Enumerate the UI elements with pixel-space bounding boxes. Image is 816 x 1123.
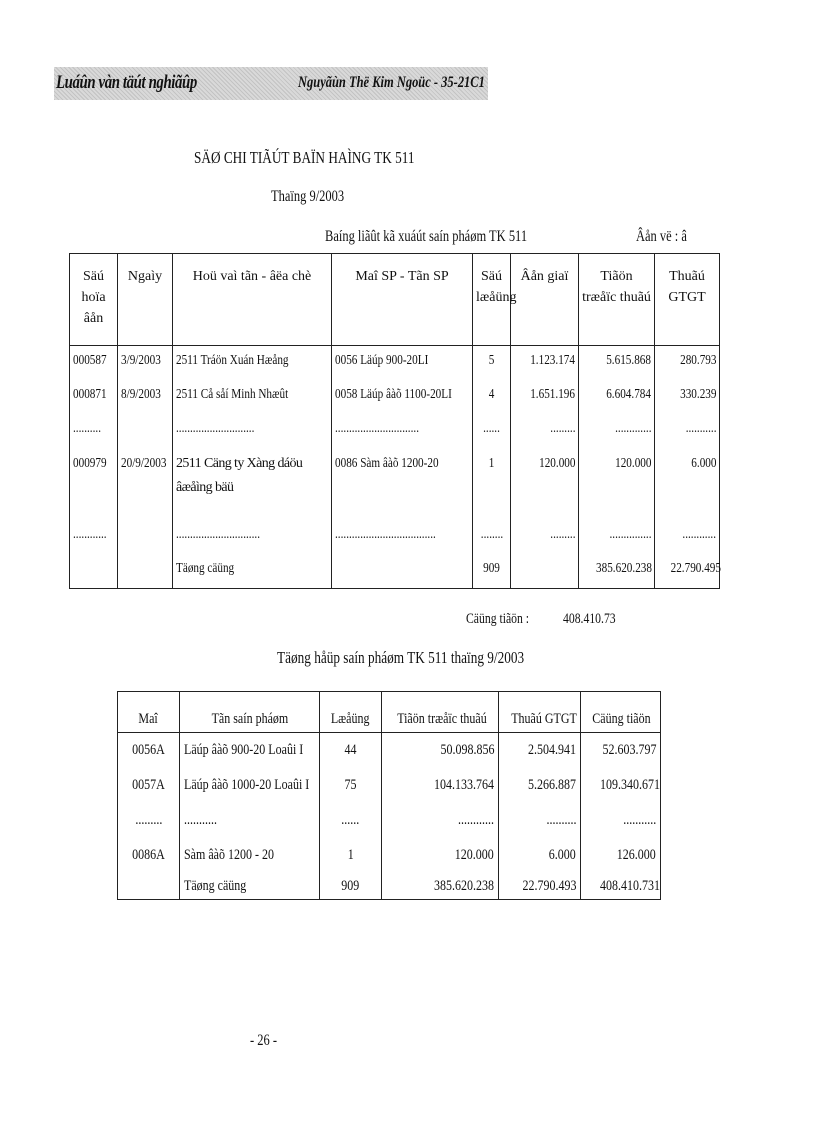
vat-cell: 6.000 — [549, 847, 576, 863]
currency-unit: Âån vë : â — [636, 228, 687, 245]
pre-tax-cell: ............ — [458, 812, 494, 828]
col-header-pre-tax: Tiãön træåïc thuãú — [397, 711, 487, 727]
product-cell: .............................. — [335, 421, 419, 436]
total-cell: 109.340.671 — [600, 777, 660, 793]
summary-row-ellipsis — [118, 803, 661, 838]
pre-tax-cell: 120.000 — [614, 456, 651, 471]
pre-tax-cell: 5.615.868 — [606, 353, 651, 368]
vat-cell: 6.000 — [690, 456, 716, 471]
summary-row — [118, 768, 661, 803]
total-pre-tax: 385.620.238 — [596, 561, 652, 576]
document-month: Thaïng 9/2003 — [271, 188, 345, 205]
total-vat: 22.790.495 — [670, 561, 721, 576]
summary-title: Täøng håüp saín pháøm TK 511 thaïng 9/2003 — [277, 648, 525, 667]
col-header-date: Ngaìy — [118, 254, 173, 346]
total-cell: 126.000 — [617, 847, 656, 863]
qty-cell: ...... — [483, 421, 500, 436]
unit-price-cell: ......... — [549, 421, 575, 436]
grand-total-label: Cäüng tiãön : — [466, 611, 530, 627]
col-header-vat: Thuãú GTGT — [511, 711, 577, 727]
thesis-header-title: Luáûn vàn täút nghiãûp — [56, 72, 197, 93]
page-number: - 26 - — [250, 1032, 278, 1049]
document-title: SÄØ CHI TIÃÚT BAÏN HAÌNG TK 511 — [194, 148, 415, 167]
table-row — [70, 380, 720, 414]
total-qty: 909 — [341, 877, 360, 894]
sales-detail-table — [69, 253, 720, 589]
pre-tax-cell: 6.604.784 — [606, 387, 651, 402]
col-header-product-name: Tãn saín pháøm — [211, 711, 288, 727]
col-header-quantity: Læåüng — [331, 711, 370, 727]
invoice-cell: .......... — [73, 421, 101, 436]
total-qty: 909 — [483, 561, 500, 576]
product-cell: 0086 Sàm âàõ 1200-20 — [335, 456, 439, 471]
grand-total-value: 408.410.73 — [563, 611, 616, 627]
col-header-total: Cäüng tiãön — [592, 711, 651, 727]
qty-cell: 1 — [347, 847, 354, 863]
total-label: Täøng cäüng — [184, 877, 247, 894]
vat-cell: .......... — [546, 812, 576, 828]
col-header-qty: Säú læåüng — [473, 254, 511, 346]
name-cell: Läúp âàõ 900-20 Loaûi I — [184, 742, 304, 758]
date-cell: 3/9/2003 — [121, 353, 161, 368]
col-header-unit-price: Âån giaï — [511, 254, 579, 346]
product-cell: 0056 Läúp 900-20LI — [335, 353, 429, 368]
code-cell: 0056A — [132, 742, 165, 758]
unit-price-cell: 1.651.196 — [530, 387, 575, 402]
qty-cell: ...... — [341, 812, 360, 828]
pre-tax-cell: 120.000 — [455, 847, 494, 863]
total-label: Täøng cäüng — [176, 561, 235, 576]
customer-cell: .............................. — [176, 527, 260, 542]
table-row-ellipsis — [70, 520, 720, 554]
vat-cell: ............ — [682, 527, 716, 542]
customer-cell: ............................ — [176, 421, 255, 436]
table-row — [70, 346, 720, 381]
vat-cell: 2.504.941 — [528, 742, 576, 758]
product-summary-table — [117, 691, 661, 900]
customer-cell: 2511 Cå såí Minh Nhæût — [176, 387, 289, 402]
pre-tax-cell: 104.133.764 — [434, 777, 494, 793]
vat-cell: 5.266.887 — [528, 777, 576, 793]
vat-cell: 280.793 — [679, 353, 716, 368]
date-cell: 8/9/2003 — [121, 387, 161, 402]
name-cell: Läúp âàõ 1000-20 Loaûi I — [184, 777, 310, 793]
qty-cell: 1 — [488, 456, 495, 471]
col-header-vat: Thuãú GTGT — [655, 254, 720, 346]
vat-cell: ........... — [685, 421, 716, 436]
name-cell: Sàm âàõ 1200 - 20 — [184, 847, 274, 863]
product-cell: 0058 Läúp âàõ 1100-20LI — [335, 387, 452, 402]
summary-header-row — [118, 692, 661, 733]
code-cell: 0057A — [132, 777, 165, 793]
total-pre-tax: 385.620.238 — [434, 877, 494, 894]
code-cell: 0086A — [132, 847, 165, 863]
col-header-code: Maî — [138, 711, 159, 727]
invoice-cell: 000871 — [73, 387, 107, 402]
qty-cell: 75 — [344, 777, 357, 793]
table-total-row — [70, 554, 720, 589]
invoice-cell: 000587 — [73, 353, 107, 368]
qty-cell: 4 — [488, 387, 495, 402]
col-header-customer: Hoü vaì tãn - âëa chè — [173, 254, 332, 346]
pre-tax-cell: ............. — [614, 421, 651, 436]
code-cell: ......... — [135, 812, 162, 828]
vat-cell: 330.239 — [679, 387, 716, 402]
col-header-pre-tax: Tiãön træåïc thuãú — [579, 254, 655, 346]
total-cell: ........... — [623, 812, 656, 828]
summary-total-row — [118, 873, 661, 900]
pre-tax-cell: 50.098.856 — [440, 742, 494, 758]
qty-cell: ........ — [480, 527, 503, 542]
name-cell: ........... — [184, 812, 217, 828]
author-header: Nguyãùn Thë Kim Ngoüc - 35-21C1 — [298, 74, 485, 91]
pre-tax-cell: ............... — [609, 527, 651, 542]
qty-cell: 5 — [488, 353, 495, 368]
total-vat: 22.790.493 — [522, 877, 576, 894]
detail-subheading: Baíng liãût kã xuáút saín pháøm TK 511 — [325, 228, 528, 245]
invoice-cell: 000979 — [73, 456, 107, 471]
summary-row — [118, 733, 661, 769]
col-header-product: Maî SP - Tãn SP — [332, 254, 473, 346]
summary-row — [118, 838, 661, 873]
date-cell: 20/9/2003 — [121, 456, 167, 471]
table-header-row — [70, 254, 720, 346]
table-row — [70, 448, 720, 520]
col-header-invoice: Säú hoïa âån — [70, 254, 118, 346]
customer-cell: 2511 Tráön Xuán Hæång — [176, 353, 289, 368]
table-row-ellipsis — [70, 414, 720, 448]
invoice-cell: ............ — [73, 527, 107, 542]
unit-price-cell: 1.123.174 — [530, 353, 575, 368]
customer-cell: 2511 Cäng ty Xàng dáöu âæåìng bäü — [176, 456, 303, 495]
unit-price-cell: 120.000 — [538, 456, 575, 471]
total-amount: 408.410.731 — [600, 877, 660, 894]
unit-price-cell: ......... — [549, 527, 575, 542]
total-cell: 52.603.797 — [602, 742, 656, 758]
qty-cell: 44 — [344, 742, 357, 758]
product-cell: .................................... — [335, 527, 436, 542]
